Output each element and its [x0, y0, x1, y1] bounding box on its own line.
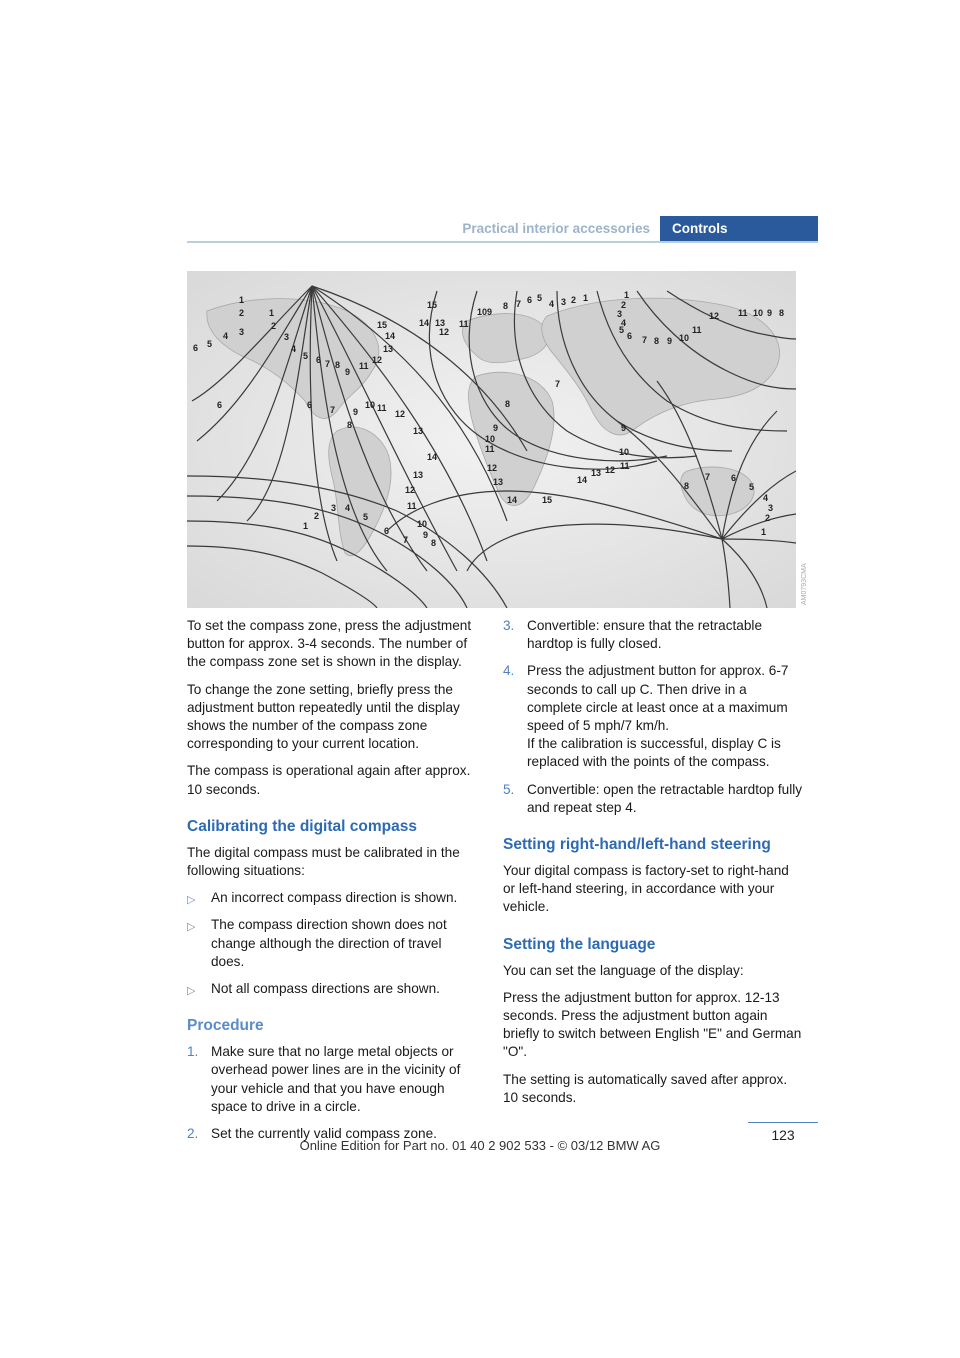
procedure-step: 1. Make sure that no large metal objects or overhead power lines are in the vicinity of your vehicle and that you have enough space to drive in a circle. [187, 1044, 461, 1114]
step-number: 1. [187, 1044, 199, 1060]
svg-text:6: 6 [384, 526, 390, 536]
list-item: ▷ An incorrect compass direction is shown. [187, 889, 477, 907]
svg-text:6: 6 [316, 355, 322, 365]
procedure-step: 3. Convertible: ensure that the retractable hardtop is fully closed. [503, 618, 763, 652]
svg-text:6: 6 [527, 295, 533, 305]
svg-text:1: 1 [583, 293, 589, 303]
svg-text:11: 11 [377, 403, 387, 413]
svg-text:6: 6 [307, 400, 313, 410]
svg-text:4: 4 [621, 318, 627, 328]
footer-edition-note: Online Edition for Part no. 01 40 2 902 533 - © 03/12 BMW AG [299, 1138, 661, 1153]
svg-text:7: 7 [516, 299, 522, 309]
list-item: ▷ The compass direction shown does not change although the direction of travel does. [187, 917, 447, 969]
map-image-code [797, 545, 809, 605]
svg-text:9: 9 [767, 308, 773, 318]
svg-text:5: 5 [207, 339, 213, 349]
svg-text:8: 8 [335, 360, 341, 370]
svg-text:12: 12 [487, 463, 498, 473]
svg-text:12: 12 [372, 355, 383, 365]
svg-text:10: 10 [679, 333, 690, 343]
zone-change-paragraph: To change the zone setting, briefly press the adjustment button repeatedly until the display shows the number of the compass zone corresponding to your current location. [187, 681, 460, 752]
list-item: ▷ Not all compass directions are shown. [187, 980, 477, 998]
svg-text:5: 5 [303, 351, 309, 361]
svg-text:2: 2 [314, 511, 320, 521]
svg-text:11: 11 [359, 361, 369, 371]
language-paragraph: Press the adjustment button for approx. 12-13 seconds. Press the adjustment button again briefly to switch between English "E" and German "O". [503, 989, 802, 1060]
svg-text:12: 12 [439, 327, 450, 337]
svg-text:11: 11 [407, 501, 417, 511]
svg-text:12: 12 [709, 311, 720, 321]
svg-text:8: 8 [779, 308, 785, 318]
svg-text:2: 2 [239, 308, 245, 318]
steering-paragraph: Your digital compass is factory-set to right-hand or left-hand steering, in accordance with your vehicle. [503, 863, 789, 915]
svg-text:11: 11 [485, 444, 495, 454]
procedure-step: 2. Set the currently valid compass zone. [187, 1125, 477, 1143]
svg-text:9: 9 [423, 530, 429, 540]
svg-text:2: 2 [621, 300, 627, 310]
svg-text:10: 10 [417, 519, 428, 529]
svg-text:15: 15 [377, 320, 388, 330]
svg-text:6: 6 [627, 331, 633, 341]
svg-text:7: 7 [642, 335, 648, 345]
step-number: 5. [503, 781, 515, 797]
svg-text:1: 1 [624, 290, 630, 300]
procedure-step: 4. Press the adjustment button for approx. 6-7 seconds to call up C. Then drive in a complete circle at least once at a maximum speed of 5 mph/7 km/h. If the calibration is successful, display C is replaced with the points of the compass. [503, 663, 789, 770]
svg-text:10: 10 [365, 400, 376, 410]
svg-text:11: 11 [459, 319, 469, 329]
svg-text:10: 10 [619, 447, 630, 457]
step-number: 3. [503, 618, 515, 633]
bullet-marker-icon: ▷ [187, 894, 196, 907]
svg-text:7: 7 [705, 472, 711, 482]
step-number: 2. [187, 1126, 199, 1142]
svg-text:4: 4 [549, 299, 555, 309]
svg-text:6: 6 [217, 400, 223, 410]
svg-text:3: 3 [284, 332, 290, 342]
svg-text:7: 7 [325, 359, 331, 369]
compass-zone-map-graphic [187, 271, 796, 608]
svg-text:9: 9 [621, 423, 627, 433]
svg-text:2: 2 [271, 321, 277, 331]
svg-text:3: 3 [617, 309, 623, 319]
svg-text:7: 7 [330, 405, 336, 415]
svg-text:13: 13 [413, 426, 424, 436]
svg-text:14: 14 [385, 331, 396, 341]
svg-text:9: 9 [345, 367, 351, 377]
svg-text:12: 12 [605, 465, 616, 475]
svg-text:11: 11 [738, 308, 748, 318]
left-column [187, 617, 477, 1152]
svg-text:5: 5 [537, 293, 543, 303]
svg-text:14: 14 [577, 475, 588, 485]
svg-text:14: 14 [507, 495, 518, 505]
svg-text:15: 15 [427, 300, 438, 310]
right-column [503, 617, 803, 1116]
svg-text:15: 15 [542, 495, 553, 505]
svg-text:3: 3 [331, 503, 337, 513]
svg-text:4: 4 [345, 503, 351, 513]
language-intro: You can set the language of the display: [503, 962, 744, 978]
svg-text:13: 13 [591, 468, 602, 478]
svg-text:14: 14 [419, 318, 430, 328]
svg-text:6: 6 [193, 343, 199, 353]
svg-text:9: 9 [493, 423, 499, 433]
procedure-step: 5. Convertible: open the retractable hardtop fully and repeat step 4. [503, 781, 803, 815]
svg-text:9: 9 [487, 307, 493, 317]
svg-text:5: 5 [619, 325, 625, 335]
svg-text:12: 12 [395, 409, 406, 419]
page-number: 123 [771, 1127, 795, 1143]
svg-text:10: 10 [485, 434, 496, 444]
svg-text:12: 12 [405, 485, 416, 495]
svg-text:3: 3 [239, 327, 245, 337]
svg-text:5: 5 [363, 512, 369, 522]
svg-text:4: 4 [223, 331, 229, 341]
svg-text:7: 7 [555, 379, 561, 389]
svg-text:2: 2 [765, 513, 771, 523]
calibrating-intro: The digital compass must be calibrated in the following situations: [187, 844, 460, 879]
svg-text:8: 8 [347, 420, 353, 430]
zone-set-paragraph: To set the compass zone, press the adjustment button for approx. 3-4 seconds. The number of the compass zone set is shown in the display. [187, 618, 472, 670]
svg-text:10: 10 [753, 308, 764, 318]
svg-text:AM0793CMA: AM0793CMA [801, 563, 808, 605]
svg-text:6: 6 [731, 473, 737, 483]
svg-text:13: 13 [413, 470, 424, 480]
page-number-rule [748, 1122, 818, 1123]
header-rule [187, 241, 818, 243]
svg-text:1: 1 [761, 527, 767, 537]
svg-text:9: 9 [667, 336, 673, 346]
header-section-title: Practical interior accessories [462, 221, 650, 236]
svg-text:11: 11 [692, 325, 702, 335]
svg-text:1: 1 [303, 521, 309, 531]
calibration-success-note: If the calibration is successful, display C is replaced with the points of the compass. [527, 736, 781, 770]
svg-text:1: 1 [269, 308, 275, 318]
svg-text:5: 5 [749, 482, 755, 492]
svg-text:3: 3 [768, 503, 774, 513]
svg-text:13: 13 [493, 477, 504, 487]
svg-text:4: 4 [291, 344, 297, 354]
svg-text:14: 14 [427, 452, 438, 462]
operational-paragraph: The compass is operational again after approx. 10 seconds. [187, 763, 471, 797]
svg-text:8: 8 [654, 336, 660, 346]
svg-text:11: 11 [620, 461, 630, 471]
header-chapter-tab: Controls [660, 216, 818, 242]
steering-heading: Setting right-hand/left-hand steering [503, 836, 771, 854]
svg-text:8: 8 [431, 538, 437, 548]
procedure-heading: Procedure [187, 1017, 264, 1035]
svg-text:8: 8 [505, 399, 511, 409]
svg-text:8: 8 [503, 301, 509, 311]
svg-text:9: 9 [353, 407, 359, 417]
bullet-marker-icon: ▷ [187, 921, 196, 934]
svg-text:13: 13 [435, 318, 446, 328]
svg-text:4: 4 [763, 493, 769, 503]
svg-text:10: 10 [477, 307, 488, 317]
svg-text:8: 8 [684, 481, 690, 491]
calibrating-heading: Calibrating the digital compass [187, 817, 417, 835]
svg-text:13: 13 [383, 344, 394, 354]
step-number: 4. [503, 663, 515, 679]
svg-text:3: 3 [561, 297, 567, 307]
language-heading: Setting the language [503, 935, 656, 953]
bullet-marker-icon: ▷ [187, 985, 196, 998]
svg-text:1: 1 [239, 295, 245, 305]
compass-zone-map [187, 271, 796, 608]
language-saved-paragraph: The setting is automatically saved after approx. 10 seconds. [503, 1071, 788, 1105]
svg-text:7: 7 [403, 535, 409, 545]
svg-text:2: 2 [571, 295, 577, 305]
